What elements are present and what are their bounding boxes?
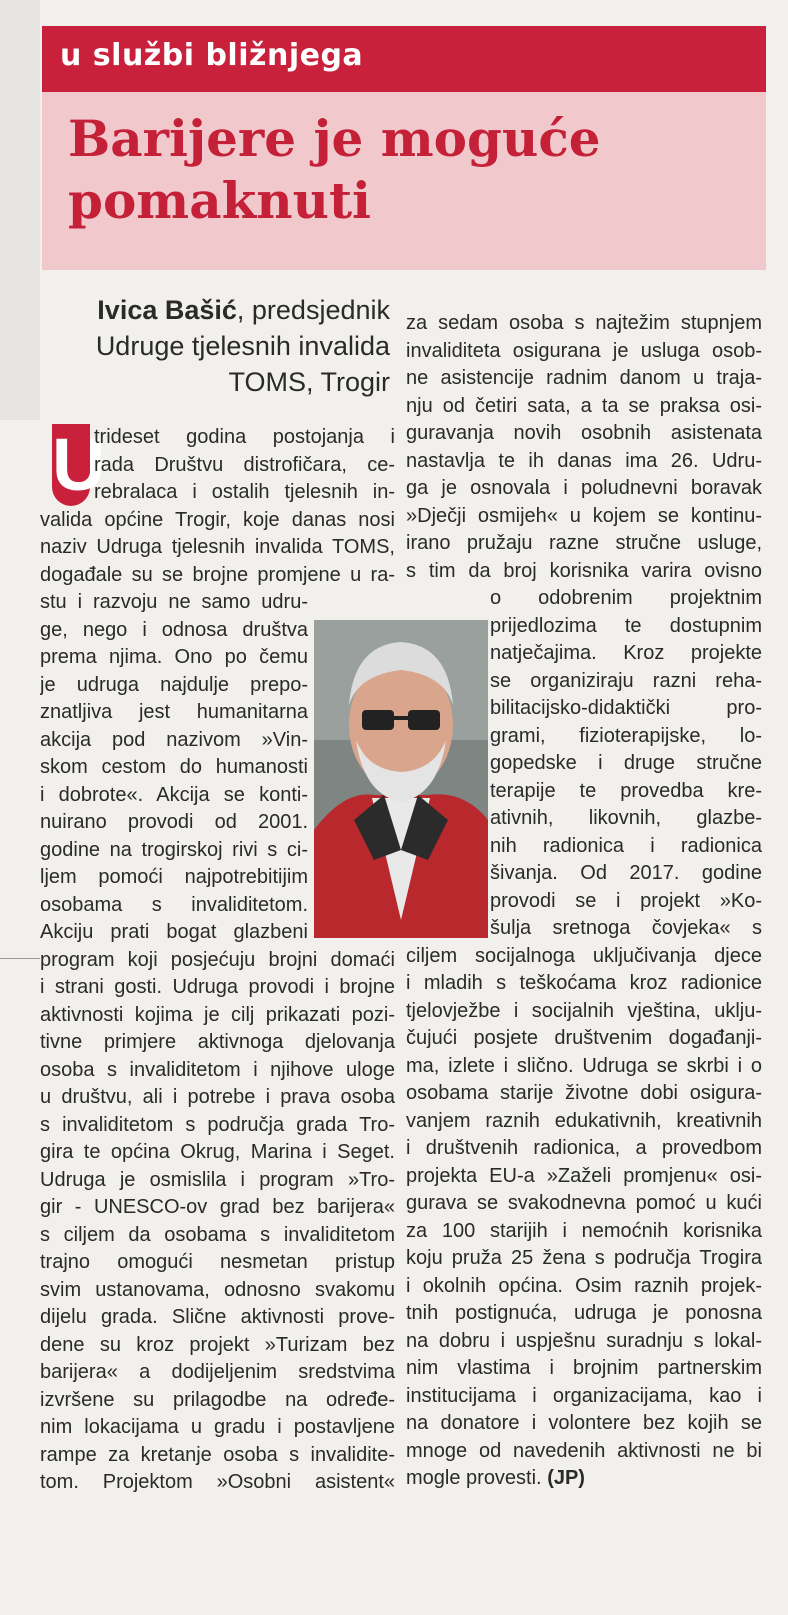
text-line: s invaliditetom s područja grada Tro- [40, 1113, 395, 1136]
text-line: trideset godina postojanja i [94, 426, 395, 448]
text-line: rebralaca i ostalih tjelesnih in- [94, 481, 395, 503]
text-line: mogle provesti. (JP) [406, 1467, 585, 1489]
text-line: nim vlastima i brojnim partnerskim [406, 1357, 762, 1379]
text-line: tjelovježbe i socijalnih vještina, uklju- [406, 999, 762, 1022]
byline-line-1 [40, 292, 390, 328]
text-line: nih radionica i radionica [490, 834, 762, 857]
text-line: s tim da broj korisnika varira ovisno [406, 559, 762, 582]
text-line: na donatore i volontere bez kojih se [406, 1412, 762, 1434]
title-line: Barijere je moguće [68, 109, 601, 168]
text-line: aktivnosti kojima je cilj prikazati pozi- [40, 1003, 395, 1026]
adjacent-column-bleed [0, 0, 40, 420]
text-line: se organiziraju razni reha- [490, 669, 762, 692]
text-line: osoba s invaliditetom i njihove uloge [40, 1058, 395, 1081]
text-line: osobama starije životne dobi osigura- [406, 1082, 762, 1104]
text-line: događale su se brojne promjene u ra- [40, 563, 395, 586]
text-line: »Dječji osmijeh« u kojem se kontinu- [406, 504, 762, 527]
text-line: šivanja. Od 2017. godine [490, 862, 762, 884]
text-line: ma, izlete i slično. Udruga se skrbi i o [406, 1054, 762, 1077]
text-line: institucijama i organizacijama, kao i [406, 1384, 762, 1407]
text-line: šulja sretnoga čovjeka« s [490, 917, 762, 939]
text-line: i okolnih općina. Osim raznih projek- [406, 1274, 762, 1297]
text-line: i strani gosti. Udruga provodi i brojne [40, 976, 395, 998]
text-line: gurava se svakodnevna pomoć u kući [406, 1192, 762, 1214]
text-line: na dobru i uspješnu suradnju s lokal- [406, 1329, 762, 1352]
text-line: gir - UNESCO-ov grad bez barijera« [40, 1196, 395, 1218]
text-line: grami, fizioterapijske, lo- [490, 724, 762, 747]
text-line: trajno omogući nesmetan pristup [40, 1251, 395, 1273]
section-label: u službi bližnjega [60, 38, 364, 73]
text-line: o odobrenim projektnim [490, 587, 762, 609]
text-line: godine na trogirskoj rivi s ci- [40, 838, 308, 861]
text-line: znatljiva jest humanitarna [40, 701, 308, 723]
text-line: i društvenih radionica, a provedbom [406, 1137, 762, 1159]
text-line: koju pruža 25 žena s područja Trogira [406, 1247, 762, 1269]
portrait-photo-icon [314, 620, 488, 938]
title-line: pomaknuti [68, 171, 372, 230]
text-line: prijedlozima te dostupnim [490, 614, 762, 637]
text-line: Udruga je osmislila i program »Tro- [40, 1168, 395, 1191]
text-line: stu i razvoju ne samo udru- [40, 591, 308, 613]
author-role: , predsjednik [236, 295, 390, 325]
text-line: osobama s invaliditetom. [40, 893, 308, 916]
text-line: za sedam osoba s najtežim stupnjem [406, 312, 762, 334]
byline-line-3: TOMS, Trogir [228, 367, 390, 397]
text-line: rada Društvu distrofičara, ce- [94, 453, 395, 476]
text-line: prema njima. Ono po čemu [40, 646, 308, 668]
text-line: za 100 starijih i nemoćnih korisnika [406, 1219, 762, 1242]
text-line: ge, nego i odnosa društva [40, 618, 308, 641]
text-line: invaliditeta osigurana je usluga osob- [406, 339, 762, 362]
text-line: nuirano provodi od 2001. [40, 811, 308, 833]
text-line: i mladih s teškoćama kroz radionice [406, 972, 762, 994]
text-line: ativnih, likovnih, glazbe- [490, 807, 762, 829]
text-line: skom cestom do humanosti [40, 756, 308, 778]
text-line: ljem pomoći najpotrebitijim [40, 866, 308, 888]
divider [0, 958, 40, 959]
left-column [40, 424, 395, 1497]
text-line: program koji posjećuju brojni domaći [40, 948, 395, 971]
text-line: dene su kroz projekt »Turizam bez [40, 1333, 395, 1356]
text-line: natječajima. Kroz projekte [490, 642, 762, 664]
text-line: ne asistencije radnim danom u traja- [406, 367, 762, 389]
text-line: i dobrote«. Akcija se konti- [40, 783, 308, 806]
text-line: nim lokacijama u gradu i postavljene [40, 1416, 395, 1438]
article-title [68, 108, 758, 232]
text-line: terapije te provedba kre- [490, 779, 762, 802]
text-line: dijelu grada. Slične aktivnosti prove- [40, 1306, 395, 1328]
text-line: akcija pod nazivom »Vin- [40, 728, 308, 751]
author-name: Ivica Bašić [97, 295, 237, 325]
drop-cap: U [52, 423, 106, 506]
text-line: nastavlja te ih danas ima 26. Udru- [406, 449, 762, 472]
text-line: je udruga najdulje prepo- [40, 673, 308, 696]
text-line: gira te općina Okrug, Marina i Seget. [40, 1141, 395, 1163]
text-line: tnih postignuća, udruga je ponosna [406, 1302, 762, 1324]
text-line: guravanja novih osobnih asistenata [406, 422, 762, 444]
text-line: Akciju prati bogat glazbeni [40, 921, 308, 943]
text-line: nju od četiri sata, a ta se praksa osi- [406, 394, 762, 417]
portrait-photo [314, 620, 488, 938]
text-line: vanjem raznih edukativnih, kreativnih [406, 1109, 762, 1132]
text-line: projekta EU-a »Zaželi promjenu« osi- [406, 1164, 762, 1187]
text-line: bilitacijsko-didaktički pro- [490, 697, 762, 719]
text-line: provodi se i projekt »Ko- [490, 889, 762, 912]
text-line: tivne primjere aktivnoga djelovanja [40, 1031, 395, 1053]
text-line: u društvu, ali i potrebe i prava osoba [40, 1086, 395, 1108]
text-line: mnoge od navedenih aktivnosti ne bi [406, 1439, 762, 1462]
text-line: ga je osnovala i poludnevni boravak [406, 477, 762, 499]
text-line: tom. Projektom »Osobni asistent« [40, 1471, 395, 1493]
text-line: s ciljem da osobama s invaliditetom [40, 1223, 395, 1246]
text-line: čujući posjete društvenim događanji- [406, 1027, 762, 1049]
text-line: ciljem socijalnoga uključivanja djece [406, 944, 762, 967]
signature: (JP) [547, 1467, 585, 1489]
text-line: irano pružaju razne stručne usluge, [406, 532, 762, 554]
text-line: barijera« a dodijeljenim sredstvima [40, 1361, 395, 1383]
byline [40, 292, 390, 400]
text-line: rampe za kretanje osoba s invalidite- [40, 1443, 395, 1466]
text-line: izvršene su prilagodbe na određe- [40, 1388, 395, 1411]
text-line: valida općine Trogir, koje danas nosi [40, 508, 395, 531]
byline-line-2: Udruge tjelesnih invalida [95, 331, 390, 361]
text-line: naziv Udruga tjelesnih invalida TOMS, [40, 536, 395, 558]
text-line: svim ustanovama, odnosno svakomu [40, 1278, 395, 1301]
text-line: gopedske i druge stručne [490, 752, 762, 774]
